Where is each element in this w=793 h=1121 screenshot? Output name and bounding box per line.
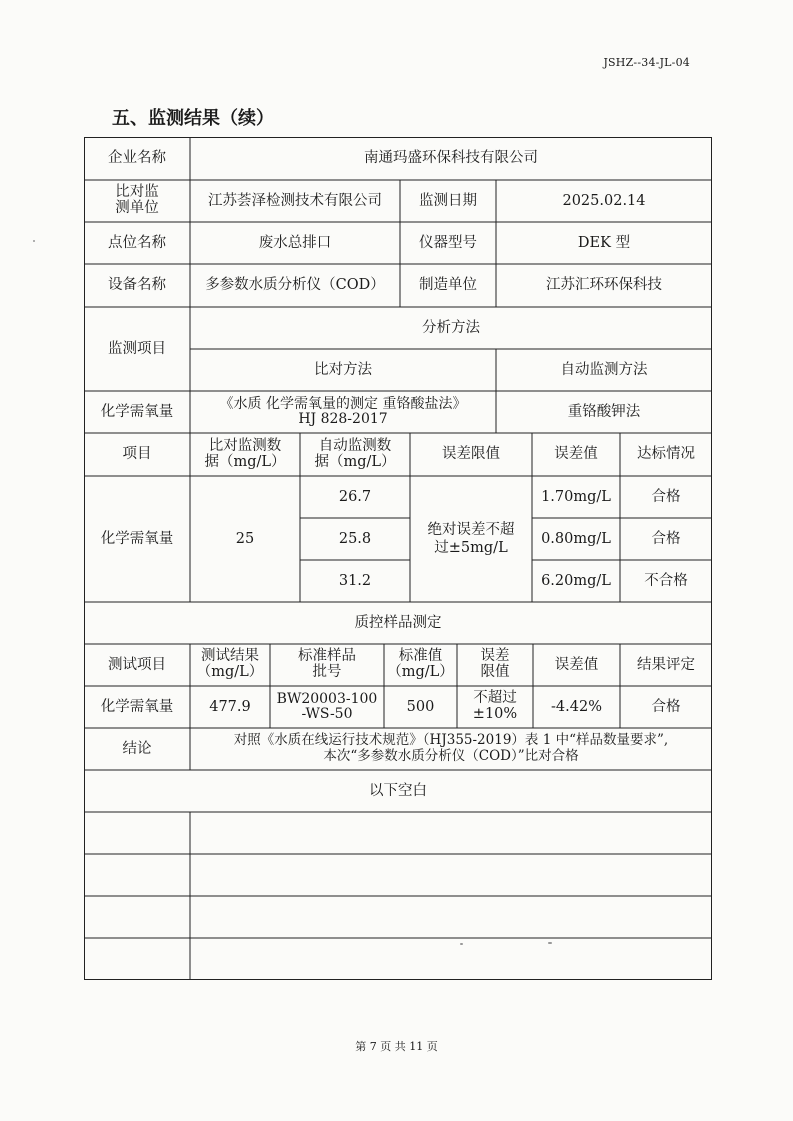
- compare-header-reference: 比对监测数 据（mg/L）: [204, 437, 286, 470]
- method-row-label: 化学需氧量: [100, 403, 174, 420]
- qc-header-result: 测试结果 （mg/L）: [196, 648, 264, 680]
- device-value: 多参数水质分析仪（COD）: [205, 277, 385, 294]
- qc-header-limit: 误差 限值: [480, 648, 510, 680]
- company-value: 南通玛盛环保科技有限公司: [364, 150, 538, 167]
- auto-method-label: 自动监测方法: [560, 361, 648, 378]
- analysis-method-label: 分析方法: [422, 319, 480, 336]
- qc-row-item: 化学需氧量: [100, 698, 174, 715]
- qc-row-batch: BW20003-100 -WS-50: [276, 690, 378, 722]
- date-value: 2025.02.14: [562, 192, 646, 209]
- table-row-auto-3: 31.2: [338, 572, 372, 589]
- qc-row-error: -4.42%: [551, 698, 602, 715]
- monitor-item-label: 监测项目: [108, 340, 166, 357]
- compare-header-limit: 误差限值: [442, 446, 500, 463]
- conclusion-text: 对照《水质在线运行技术规范》（HJ355-2019）表 1 中“样品数量要求”, 本次“多参数水质分析仪（COD）”比对合格: [233, 732, 669, 764]
- qc-header-batch: 标准样品 批号: [298, 648, 356, 680]
- qc-header-error: 误差值: [554, 656, 599, 673]
- table-row-error-3: 6.20mg/L: [541, 572, 611, 589]
- qc-header-evaluation: 结果评定: [637, 656, 695, 673]
- scan-speck: [548, 942, 552, 944]
- table-row-auto-1: 26.7: [338, 488, 372, 505]
- unit-label: 比对监 测单位: [115, 184, 159, 216]
- model-label: 仪器型号: [419, 234, 477, 251]
- compare-limit: 绝对误差不超 过±5mg/L: [427, 521, 515, 556]
- compare-method-label: 比对方法: [314, 361, 372, 378]
- compare-header-auto: 自动监测数 据（mg/L）: [314, 437, 396, 470]
- qc-row-standard: 500: [406, 698, 435, 715]
- qc-row-limit: 不超过 ±10%: [472, 690, 518, 722]
- page-footer: 第 7 页 共 11 页: [355, 1040, 438, 1053]
- maker-label: 制造单位: [419, 277, 477, 294]
- device-label: 设备名称: [108, 277, 166, 294]
- document-code: JSHZ--34-JL-04: [603, 56, 690, 69]
- date-label: 监测日期: [419, 192, 477, 209]
- unit-value: 江苏荟泽检测技术有限公司: [208, 192, 382, 209]
- table-row-error-2: 0.80mg/L: [541, 530, 611, 547]
- table-row-status-2: 合格: [651, 530, 681, 547]
- compare-header-error: 误差值: [554, 446, 598, 463]
- qc-header-item: 测试项目: [108, 656, 166, 673]
- results-table: [84, 137, 712, 980]
- scan-speck: [460, 943, 463, 945]
- compare-method-value: 《水质 化学需氧量的测定 重铬酸盐法》 HJ 828-2017: [219, 396, 467, 427]
- maker-value: 江苏汇环环保科技: [546, 277, 662, 294]
- table-row-status-3: 不合格: [644, 572, 688, 589]
- compare-header-item: 项目: [122, 446, 152, 463]
- section-title: 五、监测结果（续）: [112, 108, 274, 129]
- qc-title: 质控样品测定: [354, 614, 442, 631]
- qc-row-result: 477.9: [209, 698, 251, 715]
- qc-header-standard: 标准值 （mg/L）: [387, 648, 454, 680]
- scan-speck: [33, 240, 35, 242]
- compare-reference: 25: [235, 530, 255, 547]
- conclusion-label: 结论: [122, 740, 152, 757]
- model-value: DEK 型: [577, 234, 631, 251]
- site-label: 点位名称: [108, 234, 166, 251]
- table-row-status-1: 合格: [651, 488, 681, 505]
- blank-note: 以下空白: [369, 782, 427, 799]
- qc-row-evaluation: 合格: [651, 698, 681, 715]
- table-row-error-1: 1.70mg/L: [541, 488, 611, 505]
- table-row-auto-2: 25.8: [338, 530, 372, 547]
- auto-method-value: 重铬酸钾法: [567, 403, 641, 420]
- site-value: 废水总排口: [258, 234, 332, 251]
- compare-header-status: 达标情况: [637, 446, 695, 463]
- company-label: 企业名称: [108, 150, 166, 167]
- compare-item: 化学需氧量: [100, 530, 174, 547]
